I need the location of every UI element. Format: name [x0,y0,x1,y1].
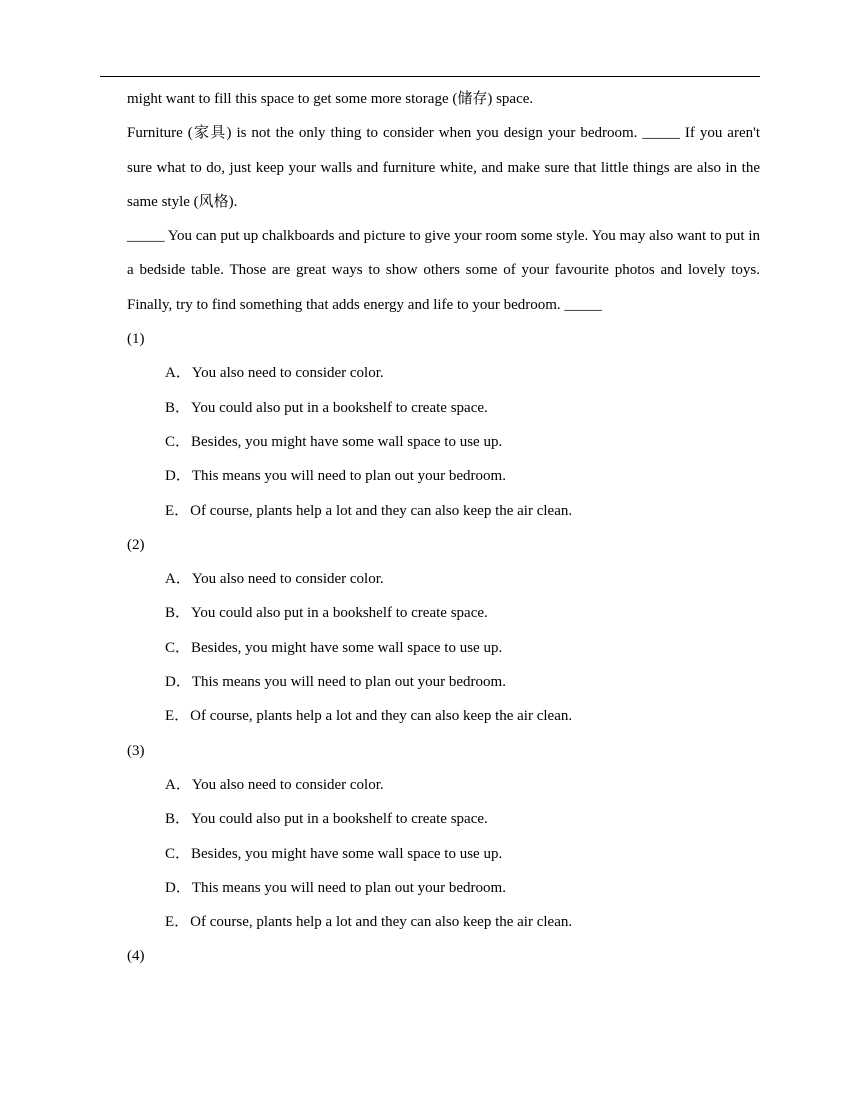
option-letter: E． [165,708,190,725]
option-text: This means you will need to plan out your bedroom. [191,674,506,691]
option-e[interactable] [127,699,760,733]
option-letter: D． [165,674,191,691]
option-text: You also need to consider color. [191,571,384,588]
option-e[interactable] [127,905,760,939]
question-number: (3) [127,742,145,759]
option-c[interactable] [127,837,760,871]
document-content [127,82,760,974]
option-d[interactable] [127,871,760,905]
option-c[interactable] [127,631,760,665]
question-2 [127,528,760,734]
option-letter: C． [165,433,191,450]
option-text: Besides, you might have some wall space to use up. [191,433,503,450]
option-text: Of course, plants help a lot and they can also keep the air clean. [190,502,573,519]
option-text: You could also put in a bookshelf to create space. [191,605,488,622]
option-text: You also need to consider color. [191,776,384,793]
question-3 [127,734,760,940]
option-c[interactable] [127,425,760,459]
passage-line-continuation: might want to fill this space to get some more storage (储存) space. [127,91,534,107]
option-b[interactable] [127,391,760,425]
option-a[interactable] [127,562,760,596]
question-number: (2) [127,536,145,553]
option-letter: B． [165,399,191,416]
option-letter: D． [165,879,191,896]
option-text: Of course, plants help a lot and they can also keep the air clean. [190,914,573,931]
option-letter: B． [165,811,191,828]
option-a[interactable] [127,768,760,802]
option-text: Besides, you might have some wall space to use up. [191,845,503,862]
option-letter: A． [165,776,191,793]
option-text: This means you will need to plan out your bedroom. [191,879,506,896]
option-list [127,768,760,939]
option-b[interactable] [127,596,760,630]
question-number: (1) [127,331,145,348]
option-letter: C． [165,639,191,656]
option-e[interactable] [127,494,760,528]
option-b[interactable] [127,802,760,836]
option-letter: B． [165,605,191,622]
option-text: You could also put in a bookshelf to create space. [191,399,488,416]
passage-paragraph-2: Furniture (家具) is not the only thing to consider when you design your bedroom. _____ If you aren't sure what to do, just keep your walls and furniture white, and make sure that little things are also in the same style (风格). [127,125,760,210]
option-text: You could also put in a bookshelf to create space. [191,811,488,828]
question-4 [127,939,760,973]
option-a[interactable] [127,356,760,390]
option-text: This means you will need to plan out your bedroom. [191,468,506,485]
option-d[interactable] [127,459,760,493]
option-list [127,356,760,527]
option-text: Besides, you might have some wall space to use up. [191,639,503,656]
option-text: Of course, plants help a lot and they can also keep the air clean. [190,708,573,725]
passage-paragraph-3: _____ You can put up chalkboards and picture to give your room some style. You may also want to put in a bedside table. Those are great ways to show others some of your favourite photos and lovely toys. Finally, try to find something that adds energy and life to your bedroom. _____ [127,228,760,313]
option-letter: C． [165,845,191,862]
option-d[interactable] [127,665,760,699]
question-number: (4) [127,948,145,965]
option-text: You also need to consider color. [191,365,384,382]
option-letter: E． [165,914,190,931]
option-letter: A． [165,365,191,382]
option-letter: A． [165,571,191,588]
question-1 [127,322,760,528]
option-letter: E． [165,502,190,519]
option-letter: D． [165,468,191,485]
option-list [127,562,760,733]
header-rule [100,76,760,77]
